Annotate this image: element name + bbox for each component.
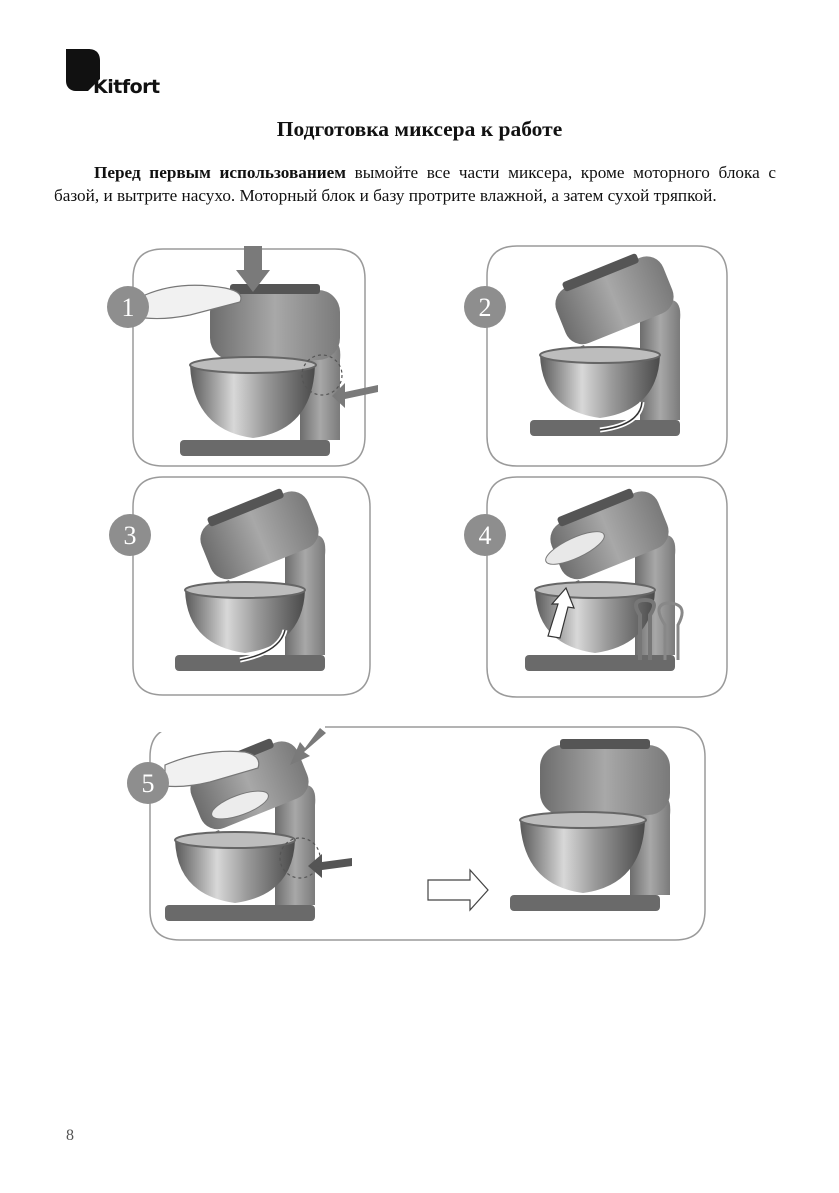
right-arrow-icon	[428, 870, 488, 910]
step-5-panel	[127, 720, 705, 940]
step-2-panel	[464, 245, 727, 466]
diagonal-arrow-icon	[290, 728, 326, 765]
brand-name: Kitfort	[93, 76, 160, 98]
page-title: Подготовка миксера к работе	[276, 117, 563, 141]
step-1-panel	[107, 246, 378, 466]
step-1-number: 1	[121, 293, 135, 322]
step-2-number: 2	[478, 293, 492, 322]
intro-bold: Перед первым использованием	[94, 163, 346, 182]
step-4-panel	[464, 477, 727, 697]
intro-text: вымойте все части миксера, кроме моторного блока с базой, и вытрите насухо. Моторный блок и базу протрите влажной, а затем сухой тряпкой.	[54, 163, 776, 205]
step-4-number: 4	[478, 521, 492, 550]
step-5-number: 5	[141, 769, 155, 798]
step-3-panel	[109, 477, 370, 695]
page-number: 8	[66, 1127, 74, 1144]
intro-paragraph	[54, 161, 776, 207]
step-3-number: 3	[123, 521, 137, 550]
steps-illustration	[0, 240, 839, 960]
